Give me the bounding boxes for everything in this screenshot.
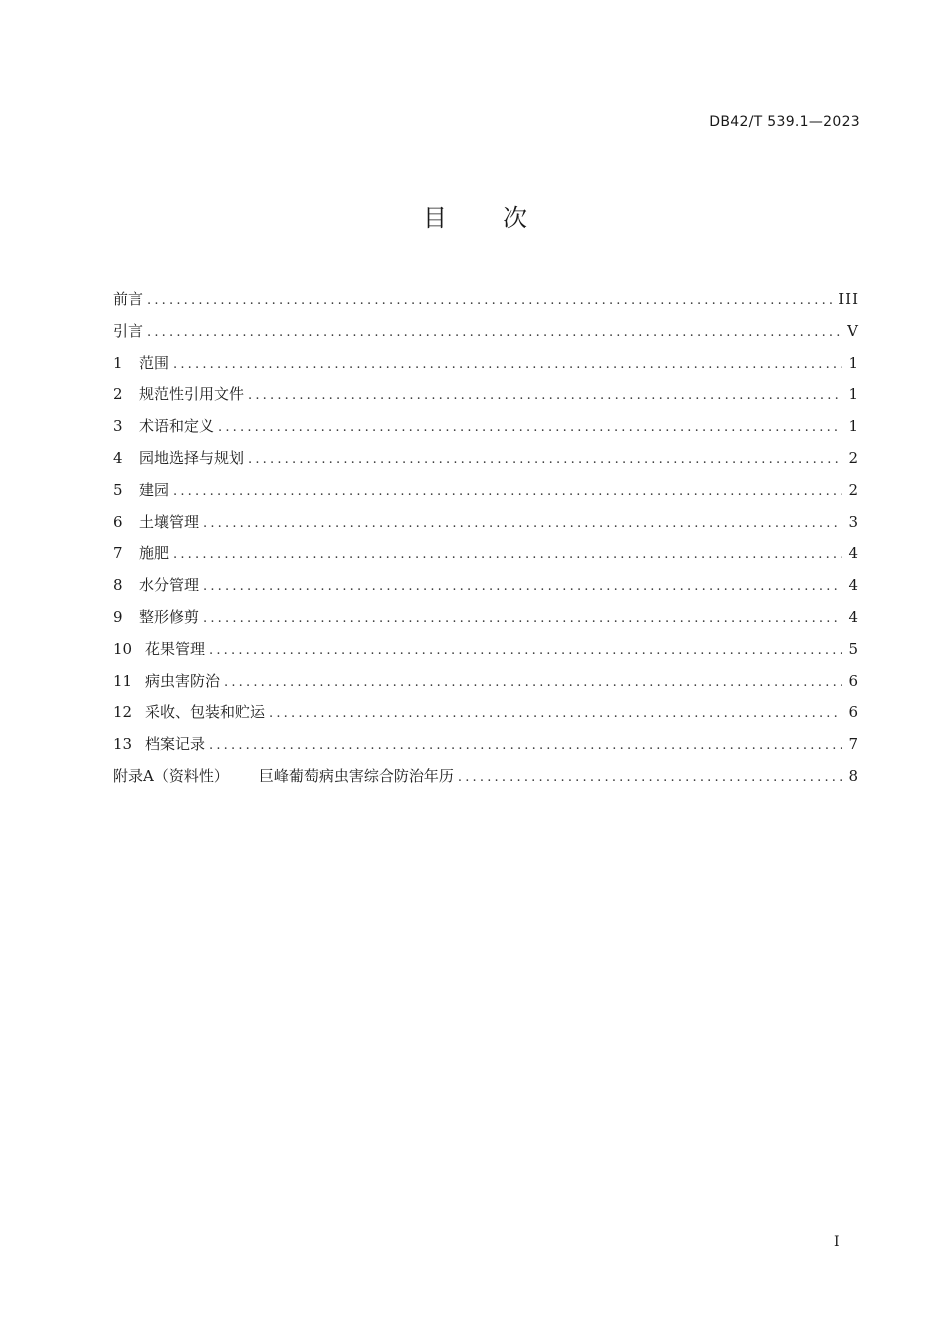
toc-dot-leader: [209, 635, 842, 666]
toc-entry-2[interactable]: [113, 379, 859, 411]
toc-entry-page: 1: [848, 417, 859, 436]
toc-entry-number: 1: [113, 353, 123, 372]
toc-entry-appendix-a[interactable]: [113, 761, 859, 793]
toc-entry-5[interactable]: [113, 475, 859, 507]
toc-dot-leader: [203, 508, 842, 539]
toc-entry-label: 档案记录: [145, 735, 206, 754]
toc-entry-number: 10: [113, 639, 133, 658]
toc-appendix-prefix: 附录A（资料性）: [113, 766, 229, 785]
toc-entry-number: 8: [113, 576, 123, 595]
toc-entry-12[interactable]: [113, 697, 859, 729]
toc-entry-6[interactable]: [113, 507, 859, 539]
table-of-contents: [113, 284, 859, 793]
toc-entry-page: 4: [848, 576, 859, 595]
toc-entry-page: 2: [848, 480, 859, 499]
toc-dot-leader: [209, 730, 842, 761]
document-code: DB42/T 539.1—2023: [709, 114, 860, 130]
toc-entry-label: 巨峰葡萄病虫害综合防治年历: [258, 766, 454, 785]
toc-entry-page: 4: [848, 544, 859, 563]
toc-entry-1[interactable]: [113, 348, 859, 380]
toc-dot-leader: [218, 412, 842, 443]
page-number: I: [834, 1234, 840, 1250]
toc-entry-13[interactable]: [113, 729, 859, 761]
toc-dot-leader: [248, 380, 842, 411]
toc-dot-leader: [173, 539, 842, 570]
toc-entry-page: 4: [848, 607, 859, 626]
toc-entry-4[interactable]: [113, 443, 859, 475]
toc-entry-label: 采收、包装和贮运: [145, 703, 266, 722]
toc-entry-8[interactable]: [113, 570, 859, 602]
toc-entry-11[interactable]: [113, 666, 859, 698]
toc-dot-leader: [147, 317, 841, 348]
toc-entry-page: 5: [848, 639, 859, 658]
toc-entry-number: 13: [113, 735, 133, 754]
toc-entry-introduction[interactable]: [113, 316, 859, 348]
toc-entry-page: 1: [848, 353, 859, 372]
toc-entry-number: 12: [113, 703, 133, 722]
toc-entry-page: III: [838, 290, 859, 308]
toc-entry-page: 1: [848, 385, 859, 404]
toc-dot-leader: [173, 349, 842, 380]
toc-entry-label: 水分管理: [139, 576, 200, 595]
title-char-2: 次: [503, 204, 527, 232]
toc-entry-page: 2: [848, 448, 859, 467]
toc-entry-page: 8: [848, 766, 859, 785]
toc-dot-leader: [248, 444, 842, 475]
toc-entry-page: V: [847, 321, 859, 340]
page-title: [0, 198, 950, 233]
toc-dot-leader: [203, 571, 842, 602]
toc-dot-leader: [203, 603, 842, 634]
toc-entry-number: 4: [113, 448, 123, 467]
toc-entry-label: 建园: [139, 480, 170, 499]
toc-entry-page: 7: [848, 735, 859, 754]
toc-entry-number: 2: [113, 385, 123, 404]
toc-dot-leader: [458, 762, 843, 793]
toc-dot-leader: [224, 667, 842, 698]
toc-entry-3[interactable]: [113, 411, 859, 443]
toc-entry-label: 引言: [113, 321, 144, 340]
toc-entry-number: 6: [113, 512, 123, 531]
toc-entry-label: 整形修剪: [139, 607, 200, 626]
toc-entry-foreword[interactable]: [113, 284, 859, 316]
toc-entry-7[interactable]: [113, 538, 859, 570]
toc-entry-label: 土壤管理: [139, 512, 200, 531]
toc-entry-10[interactable]: [113, 634, 859, 666]
toc-entry-label: 病虫害防治: [145, 671, 221, 690]
toc-dot-leader: [173, 476, 842, 507]
toc-entry-page: 6: [848, 671, 859, 690]
toc-entry-label: 规范性引用文件: [139, 385, 245, 404]
toc-entry-label: 前言: [113, 290, 144, 308]
title-char-1: 目: [423, 204, 447, 232]
toc-entry-number: 3: [113, 417, 123, 436]
toc-entry-number: 5: [113, 480, 123, 499]
toc-entry-number: 11: [113, 671, 133, 690]
toc-dot-leader: [269, 698, 842, 729]
toc-entry-label: 花果管理: [145, 639, 206, 658]
toc-entry-label: 范围: [139, 353, 170, 372]
toc-entry-label: 术语和定义: [139, 417, 215, 436]
toc-entry-9[interactable]: [113, 602, 859, 634]
toc-entry-page: 3: [848, 512, 859, 531]
toc-entry-number: 9: [113, 607, 123, 626]
toc-dot-leader: [147, 285, 832, 316]
toc-entry-number: 7: [113, 544, 123, 563]
toc-entry-label: 园地选择与规划: [139, 448, 245, 467]
toc-entry-page: 6: [848, 703, 859, 722]
toc-entry-label: 施肥: [139, 544, 170, 563]
